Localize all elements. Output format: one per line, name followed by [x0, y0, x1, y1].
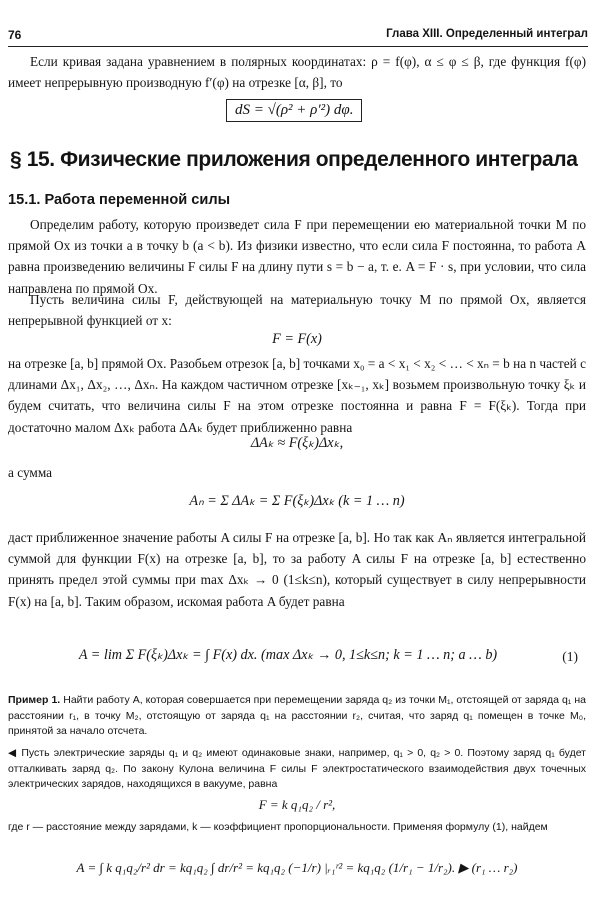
example-label: Пример 1. — [8, 694, 61, 706]
section-title: § 15. Физические приложения определенного интеграла — [10, 148, 578, 171]
equation-work-increment: ΔAₖ ≈ F(ξₖ)Δxₖ, — [250, 435, 344, 451]
example-text: Найти работу A, которая совершается при перемещении заряда q₂ из точки M₁, отстоящей от заряда q₁ на расстоянии r₁, в точку M₂, отстоящую от заряда q₁ на расстоянии r₂, считая, что заряд q₁ помещен в точке M₀, принятой за начало отсчета. — [8, 694, 586, 738]
running-title: Глава XIII. Определенный интеграл — [386, 28, 588, 40]
equation-coulomb: F = k q₁q₂ / r², — [258, 797, 336, 812]
paragraph-variable-force: Пусть величина силы F, действующей на материальную точку M по прямой Ox, является непрерывной функцией от x: — [8, 292, 586, 329]
running-header — [8, 26, 588, 47]
paragraph-partition: на отрезке [a, b] прямой Ox. Разобьем отрезок [a, b] точками x₀ = a < x₁ < x₂ < … < xₙ = b на n частей с длинами Δx₁, Δx₂, …, Δxₙ. На каждом частичном отрезке [xₖ₋₁, xₖ] возьмем произвольную точку ξₖ и будем считать, что величина силы F на этом отрезке постоянна и равна F = F(ξₖ). Тогда при достаточно малом Δxₖ работа ΔAₖ будет приближенно равна — [8, 356, 586, 435]
example-solution: ◀ Пусть электрические заряды q₁ и q₂ имеют одинаковые знаки, например, q₁ > 0, q₂ > 0. Поэтому заряд q₁ будет отталкивать заряд q₂. По закону Кулона величина F силы F электростатического взаимодействия двух точечных электрических зарядов, находящихся в вакууме, равна — [8, 747, 586, 791]
paragraph-work-definition: Определим работу, которую произведет сила F при перемещении ею материальной точки M по прямой Ox из точки a в точку b (a < b). Из физики известно, что если сила F постоянна, то работа A равна произведению величины F силы F на длину пути s = b − a, т. е. A = F · s, при условии, что сила направлена по прямой Ox. — [8, 217, 586, 296]
intro-paragraph: Если кривая задана уравнением в полярных координатах: ρ = f(φ), α ≤ φ ≤ β, где функция f(φ) имеет непрерывную производную f′(φ) на отрезке [α, β], то — [8, 54, 586, 91]
example-1 — [8, 693, 586, 740]
paragraph-sum-intro: а сумма — [8, 465, 53, 480]
arc-length-formula-box — [226, 99, 362, 122]
equation-integral-sum: Aₙ = Σ ΔAₖ = Σ F(ξₖ)Δxₖ (k = 1 … n) — [189, 493, 405, 509]
equation-work-integral: A = lim Σ F(ξₖ)Δxₖ = ∫ F(x) dx. (max Δxₖ → 0, 1≤k≤n; k = 1 … n; a … b) — [78, 647, 498, 663]
page-number: 76 — [8, 28, 22, 42]
subsection-title: 15.1. Работа переменной силы — [8, 192, 231, 208]
paragraph-limit: даст приближенное значение работы A силы F на отрезке [a, b]. Но так как Aₙ является интегральной суммой для функции F(x) на отрезке [a, b], то за работу A силы F на отрезке [a, b] естественно принять предел этой суммы при max Δxₖ → 0 (1≤k≤n), который существует в силу непрерывности F(x) на [a, b]. Таким образом, искомая работа A будет равна — [8, 530, 586, 609]
equation-number: (1) — [562, 649, 578, 664]
example-solution-continued: где r — расстояние между зарядами, k — коэффициент пропорциональности. Применяя формулу (1), найдем — [8, 821, 548, 833]
equation-result: A = ∫ k q₁q₂/r² dr = kq₁q₂ ∫ dr/r² = kq₁q₂ (−1/r) |ᵣ₁ʳ² = kq₁q₂ (1/r₁ − 1/r₂). ▶ (r₁ … r₂) — [76, 860, 518, 875]
equation-force: F = F(x) — [272, 331, 322, 347]
arc-length-formula: dS = √(ρ² + ρ′²) dφ. — [235, 102, 354, 118]
